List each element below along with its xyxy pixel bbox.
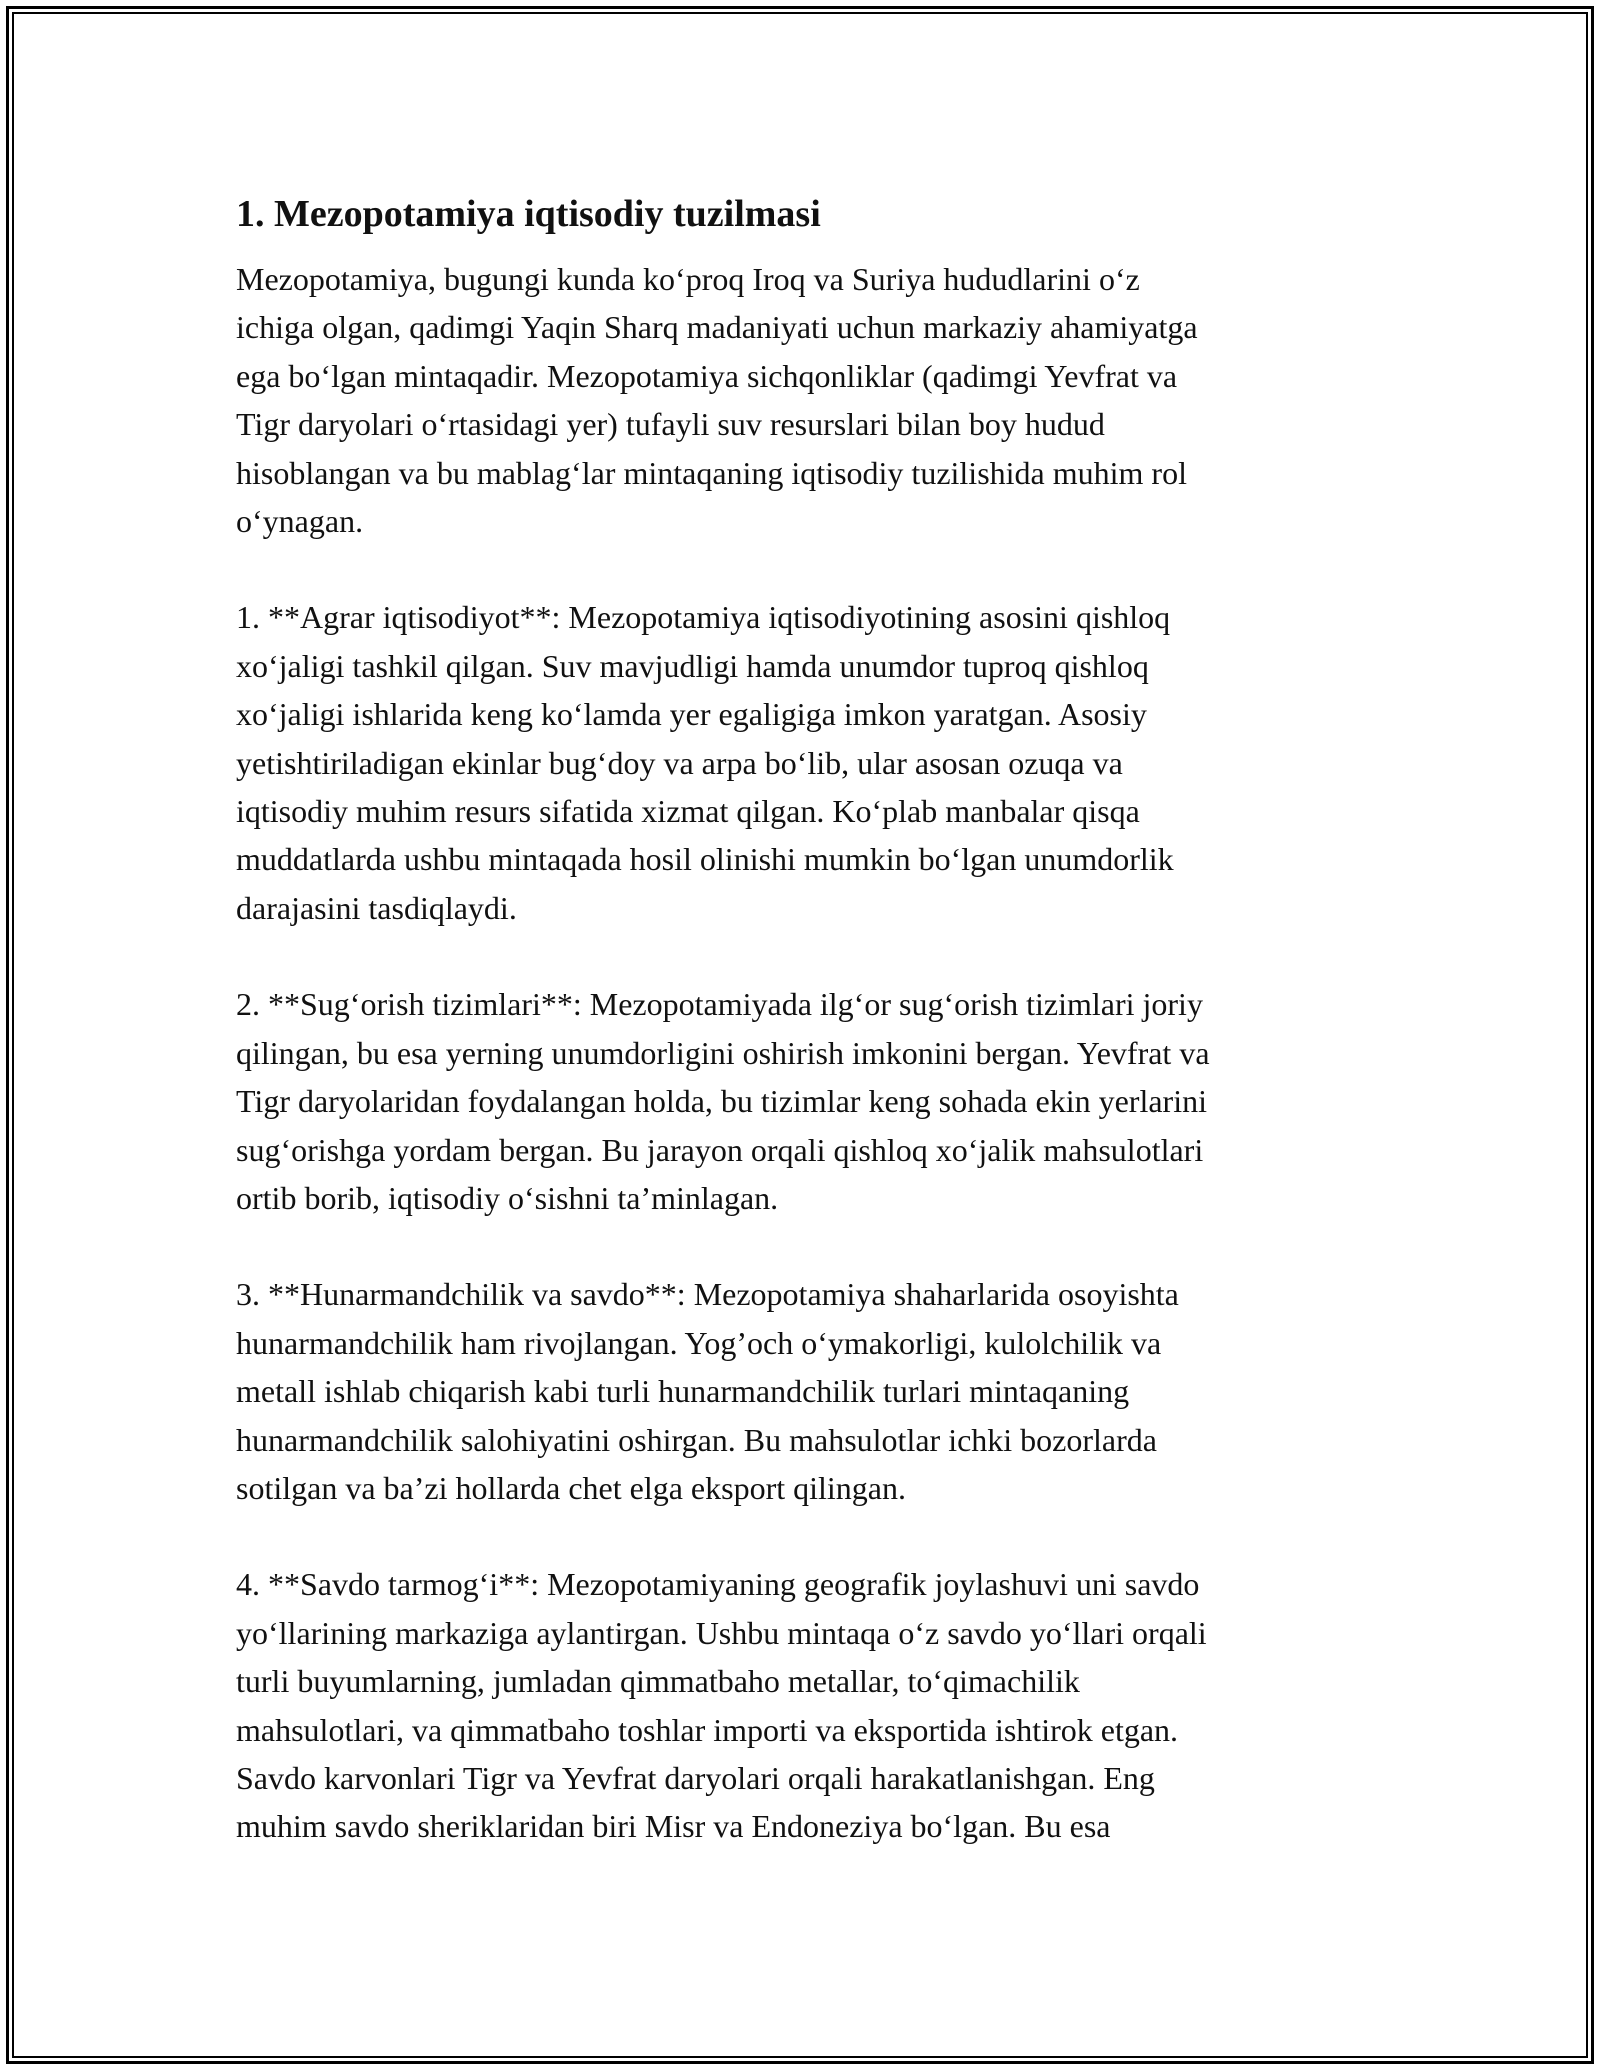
text-line: yo‘llarining markaziga aylantirgan. Ushbu mintaqa o‘z savdo yo‘llari orqali xyxy=(236,1614,1207,1651)
text-line: darajasini tasdiqlaydi. xyxy=(236,889,517,926)
text-line: muhim savdo sheriklaridan biri Misr va Endoneziya bo‘lgan. Bu esa xyxy=(236,1808,1111,1845)
text-line: muddatlarda ushbu mintaqada hosil olinishi mumkin bo‘lgan unumdorlik xyxy=(236,841,1174,878)
text-line: Mezopotamiya, bugungi kunda ko‘proq Iroq va Suriya hududlarini o‘z xyxy=(236,261,1140,297)
text-line: xo‘jaligi tashkil qilgan. Suv mavjudligi hamda unumdor tuproq qishloq xyxy=(236,647,1149,684)
document-title: 1. Mezopotamiya iqtisodiy tuzilmasi xyxy=(236,193,821,235)
paragraph-intro xyxy=(236,255,1366,545)
text-line: sotilgan va ba’zi hollarda chet elga eksport qilingan. xyxy=(236,1469,906,1506)
text-line: ichiga olgan, qadimgi Yaqin Sharq madaniyati uchun markaziy ahamiyatga xyxy=(236,309,1198,346)
paragraph-agrar-iqtisodiyot xyxy=(236,593,1366,932)
text-line: ega bo‘lgan mintaqadir. Mezopotamiya sichqonliklar (qadimgi Yevfrat va xyxy=(236,357,1178,394)
text-line: iqtisodiy muhim resurs sifatida xizmat qilgan. Ko‘plab manbalar qisqa xyxy=(236,793,1140,830)
text-line: hunarmandchilik salohiyatini oshirgan. Bu mahsulotlar ichki bozorlarda xyxy=(236,1421,1157,1458)
text-line: Tigr daryolari o‘rtasidagi yer) tufayli suv resurslari bilan boy hudud xyxy=(236,406,1105,443)
text-line: 2. **Sug‘orish tizimlari**: Mezopotamiyada ilg‘or sug‘orish tizimlari joriy xyxy=(236,986,1203,1023)
text-line: hunarmandchilik ham rivojlangan. Yog’och o‘ymakorligi, kulolchilik va xyxy=(236,1324,1162,1361)
text-line: 4. **Savdo tarmog‘i**: Mezopotamiyaning geografik joylashuvi uni savdo xyxy=(236,1566,1200,1603)
text-line: yetishtiriladigan ekinlar bug‘doy va arpa bo‘lib, ular asosan ozuqa va xyxy=(236,744,1123,781)
text-line: turli buyumlarning, jumladan qimmatbaho metallar, to‘qimachilik xyxy=(236,1663,1080,1700)
text-line: 1. **Agrar iqtisodiyot**: Mezopotamiya iqtisodiyotining asosini qishloq xyxy=(236,599,1171,636)
text-line: ortib borib, iqtisodiy o‘sishni ta’minlagan. xyxy=(236,1179,779,1216)
text-line: Tigr daryolaridan foydalangan holda, bu tizimlar keng sohada ekin yerlarini xyxy=(236,1083,1207,1120)
document-body xyxy=(236,185,1366,1851)
text-line: sug‘orishga yordam bergan. Bu jarayon orqali qishloq xo‘jalik mahsulotlari xyxy=(236,1131,1204,1168)
paragraph-sugorish-tizimlari xyxy=(236,980,1366,1222)
text-line: xo‘jaligi ishlarida keng ko‘lamda yer egaligiga imkon yaratgan. Asosiy xyxy=(236,696,1147,733)
text-line: 3. **Hunarmandchilik va savdo**: Mezopotamiya shaharlarida osoyishta xyxy=(236,1276,1179,1313)
text-line: qilingan, bu esa yerning unumdorligini oshirish imkonini bergan. Yevfrat va xyxy=(236,1034,1210,1071)
text-line: Savdo karvonlari Tigr va Yevfrat daryolari orqali harakatlanishgan. Eng xyxy=(236,1759,1155,1796)
paragraph-hunarmandchilik-va-savdo xyxy=(236,1270,1366,1512)
paragraph-savdo-tarmogi xyxy=(236,1560,1366,1850)
text-line: mahsulotlari, va qimmatbaho toshlar importi va eksportida ishtirok etgan. xyxy=(236,1711,1179,1748)
text-line: o‘ynagan. xyxy=(236,503,364,540)
text-line: metall ishlab chiqarish kabi turli hunarmandchilik turlari mintaqaning xyxy=(236,1373,1130,1410)
text-line: hisoblangan va bu mablag‘lar mintaqaning iqtisodiy tuzilishida muhim rol xyxy=(236,454,1187,491)
